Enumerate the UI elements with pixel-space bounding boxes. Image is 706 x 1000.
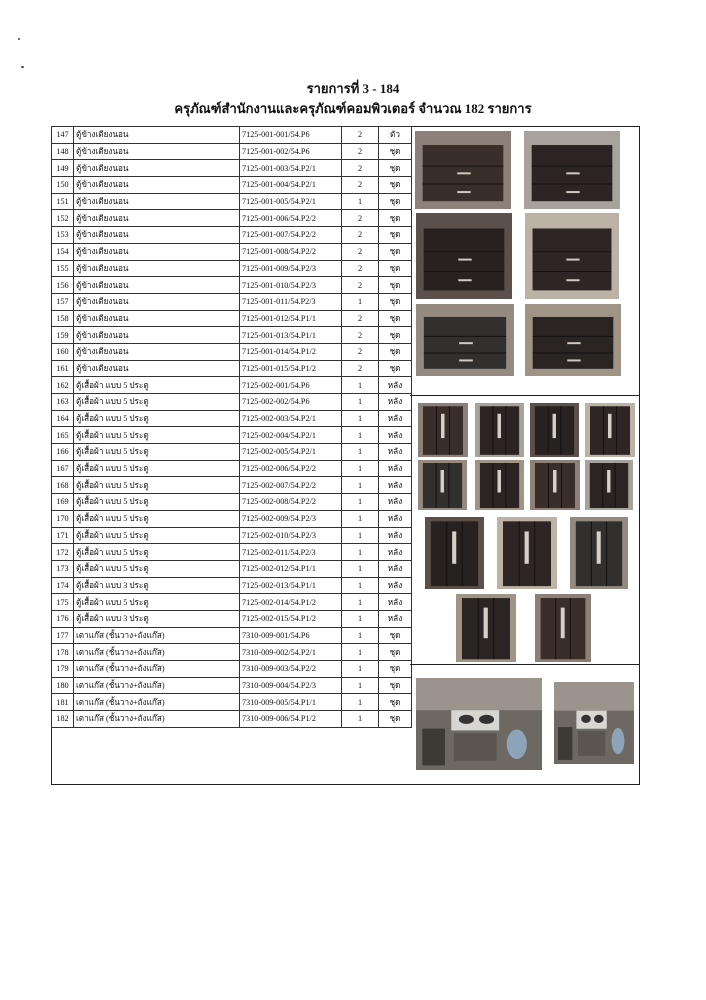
item-code: 7125-002-011/54.P2/3: [240, 544, 342, 561]
table-row: [52, 277, 412, 294]
item-name: ตู้ข้างเตียงนอน: [74, 343, 240, 360]
item-quantity: 2: [342, 210, 379, 227]
item-code: 7125-002-006/54.P2/2: [240, 460, 342, 477]
item-unit: ชุด: [379, 210, 412, 227]
item-code: 7125-001-004/54.P2/1: [240, 177, 342, 194]
item-code: 7125-002-008/54.P2/2: [240, 494, 342, 511]
item-name: ตู้ข้างเตียงนอน: [74, 243, 240, 260]
item-quantity: 1: [342, 460, 379, 477]
table-row: [52, 577, 412, 594]
wardrobe-photo: [497, 517, 557, 589]
table-row: [52, 193, 412, 210]
item-unit: หลัง: [379, 460, 412, 477]
item-code: 7125-001-007/54.P2/2: [240, 227, 342, 244]
item-number: 166: [52, 444, 74, 461]
item-number: 181: [52, 694, 74, 711]
item-code: 7125-001-009/54.P2/3: [240, 260, 342, 277]
item-code: 7125-002-003/54.P2/1: [240, 410, 342, 427]
table-row: [52, 527, 412, 544]
item-number: 168: [52, 477, 74, 494]
item-unit: ชุด: [379, 260, 412, 277]
item-code: 7125-002-005/54.P2/1: [240, 444, 342, 461]
table-row: [52, 293, 412, 310]
item-quantity: 2: [342, 343, 379, 360]
item-name: ตู้ข้างเตียงนอน: [74, 327, 240, 344]
item-unit: ตัว: [379, 127, 412, 144]
item-code: 7125-001-002/54.P6: [240, 143, 342, 160]
wardrobe-photo: [585, 403, 635, 457]
item-quantity: 2: [342, 160, 379, 177]
item-name: ตู้เสื้อผ้า แบบ 5 ประตู: [74, 377, 240, 394]
item-name: เตาแก๊ส (ชั้นวาง+ถังแก๊ส): [74, 644, 240, 661]
item-unit: ชุด: [379, 627, 412, 644]
item-number: 167: [52, 460, 74, 477]
item-unit: หลัง: [379, 494, 412, 511]
wardrobe-photo: [570, 517, 628, 589]
item-quantity: 1: [342, 711, 379, 728]
item-number: 156: [52, 277, 74, 294]
table-row: [52, 560, 412, 577]
item-number: 180: [52, 677, 74, 694]
item-code: 7125-001-012/54.P1/1: [240, 310, 342, 327]
item-name: ตู้ข้างเตียงนอน: [74, 193, 240, 210]
item-quantity: 2: [342, 227, 379, 244]
item-number: 152: [52, 210, 74, 227]
item-number: 174: [52, 577, 74, 594]
table-row: [52, 610, 412, 627]
item-number: 171: [52, 527, 74, 544]
item-quantity: 1: [342, 527, 379, 544]
item-unit: หลัง: [379, 444, 412, 461]
item-code: 7125-002-007/54.P2/2: [240, 477, 342, 494]
item-quantity: 1: [342, 644, 379, 661]
table-row: [52, 377, 412, 394]
item-unit: ชุด: [379, 277, 412, 294]
item-name: ตู้เสื้อผ้า แบบ 5 ประตู: [74, 410, 240, 427]
table-row: [52, 343, 412, 360]
page-title: รายการที่ 3 - 184: [306, 81, 400, 96]
table-row: [52, 310, 412, 327]
photo-group-divider: [410, 664, 640, 665]
item-number: 161: [52, 360, 74, 377]
item-name: ตู้ข้างเตียงนอน: [74, 260, 240, 277]
item-quantity: 1: [342, 594, 379, 611]
item-name: ตู้ข้างเตียงนอน: [74, 210, 240, 227]
item-number: 149: [52, 160, 74, 177]
bedside-cabinet-photo: [416, 213, 512, 299]
table-row: [52, 177, 412, 194]
item-name: ตู้ข้างเตียงนอน: [74, 277, 240, 294]
item-unit: หลัง: [379, 427, 412, 444]
item-unit: ชุด: [379, 193, 412, 210]
item-number: 164: [52, 410, 74, 427]
item-unit: ชุด: [379, 227, 412, 244]
item-unit: ชุด: [379, 644, 412, 661]
item-unit: ชุด: [379, 677, 412, 694]
item-number: 159: [52, 327, 74, 344]
item-unit: หลัง: [379, 544, 412, 561]
item-quantity: 1: [342, 444, 379, 461]
item-quantity: 2: [342, 143, 379, 160]
item-quantity: 1: [342, 193, 379, 210]
item-code: 7125-002-014/54.P1/2: [240, 594, 342, 611]
item-number: 158: [52, 310, 74, 327]
table-row: [52, 477, 412, 494]
wardrobe-photo: [530, 403, 579, 457]
gas-stove-photo: [416, 678, 542, 770]
item-number: 150: [52, 177, 74, 194]
item-code: 7125-001-006/54.P2/2: [240, 210, 342, 227]
item-unit: หลัง: [379, 610, 412, 627]
item-quantity: 1: [342, 410, 379, 427]
bedside-cabinet-photo: [525, 213, 619, 299]
item-name: ตู้เสื้อผ้า แบบ 5 ประตู: [74, 510, 240, 527]
wardrobe-photo: [475, 460, 524, 510]
item-unit: ชุด: [379, 327, 412, 344]
table-row: [52, 227, 412, 244]
table-row: [52, 594, 412, 611]
item-quantity: 1: [342, 544, 379, 561]
bedside-cabinet-photo: [525, 304, 621, 376]
table-row: [52, 661, 412, 678]
scan-speck: [18, 38, 20, 40]
bedside-cabinet-photo: [416, 304, 514, 376]
item-name: ตู้ข้างเตียงนอน: [74, 360, 240, 377]
item-name: ตู้เสื้อผ้า แบบ 3 ประตู: [74, 577, 240, 594]
item-unit: หลัง: [379, 394, 412, 411]
item-code: 7125-002-013/54.P1/1: [240, 577, 342, 594]
table-row: [52, 510, 412, 527]
item-number: 157: [52, 293, 74, 310]
item-unit: ชุด: [379, 243, 412, 260]
item-code: 7310-009-006/54.P1/2: [240, 711, 342, 728]
item-code: 7125-002-009/54.P2/3: [240, 510, 342, 527]
item-code: 7125-001-015/54.P1/2: [240, 360, 342, 377]
item-quantity: 1: [342, 494, 379, 511]
item-name: ตู้เสื้อผ้า แบบ 5 ประตู: [74, 444, 240, 461]
item-name: ตู้ข้างเตียงนอน: [74, 227, 240, 244]
item-name: ตู้ข้างเตียงนอน: [74, 160, 240, 177]
wardrobe-photo: [585, 460, 633, 510]
page-subtitle: ครุภัณฑ์สำนักงานและครุภัณฑ์คอมพิวเตอร์ จำนวณ 182 รายการ: [174, 101, 532, 116]
item-number: 170: [52, 510, 74, 527]
item-code: 7125-002-004/54.P2/1: [240, 427, 342, 444]
item-unit: หลัง: [379, 560, 412, 577]
item-number: 153: [52, 227, 74, 244]
wardrobe-photo: [425, 517, 484, 589]
item-number: 147: [52, 127, 74, 144]
item-name: ตู้เสื้อผ้า แบบ 5 ประตู: [74, 527, 240, 544]
item-name: ตู้เสื้อผ้า แบบ 5 ประตู: [74, 394, 240, 411]
item-name: ตู้เสื้อผ้า แบบ 5 ประตู: [74, 594, 240, 611]
item-code: 7310-009-003/54.P2/2: [240, 661, 342, 678]
item-code: 7125-001-008/54.P2/2: [240, 243, 342, 260]
item-quantity: 1: [342, 477, 379, 494]
item-code: 7310-009-002/54.P2/1: [240, 644, 342, 661]
item-code: 7125-002-001/54.P6: [240, 377, 342, 394]
wardrobe-photo: [456, 594, 516, 662]
item-quantity: 1: [342, 394, 379, 411]
wardrobe-photo: [418, 460, 467, 510]
item-name: ตู้เสื้อผ้า แบบ 5 ประตู: [74, 460, 240, 477]
wardrobe-photo: [475, 403, 524, 457]
item-number: 172: [52, 544, 74, 561]
table-row: [52, 627, 412, 644]
item-unit: หลัง: [379, 577, 412, 594]
bedside-cabinet-photo: [415, 131, 511, 209]
item-quantity: 1: [342, 560, 379, 577]
item-unit: ชุด: [379, 343, 412, 360]
item-quantity: 1: [342, 577, 379, 594]
item-code: 7310-009-001/54.P6: [240, 627, 342, 644]
item-code: 7310-009-005/54.P1/1: [240, 694, 342, 711]
item-unit: ชุด: [379, 310, 412, 327]
item-number: 178: [52, 644, 74, 661]
table-row: [52, 327, 412, 344]
item-code: 7310-009-004/54.P2/3: [240, 677, 342, 694]
item-number: 169: [52, 494, 74, 511]
item-unit: ชุด: [379, 160, 412, 177]
item-code: 7125-001-013/54.P1/1: [240, 327, 342, 344]
item-number: 163: [52, 394, 74, 411]
table-row: [52, 410, 412, 427]
item-name: ตู้ข้างเตียงนอน: [74, 177, 240, 194]
item-code: 7125-001-001/54.P6: [240, 127, 342, 144]
item-name: ตู้เสื้อผ้า แบบ 5 ประตู: [74, 427, 240, 444]
item-number: 176: [52, 610, 74, 627]
item-unit: ชุด: [379, 694, 412, 711]
item-number: 182: [52, 711, 74, 728]
item-number: 160: [52, 343, 74, 360]
item-number: 173: [52, 560, 74, 577]
item-number: 179: [52, 661, 74, 678]
item-quantity: 2: [342, 277, 379, 294]
item-name: เตาแก๊ส (ชั้นวาง+ถังแก๊ส): [74, 694, 240, 711]
wardrobe-photo: [418, 403, 468, 457]
photo-group-divider: [410, 395, 640, 396]
item-quantity: 2: [342, 177, 379, 194]
item-code: 7125-002-015/54.P1/2: [240, 610, 342, 627]
item-quantity: 1: [342, 627, 379, 644]
item-unit: ชุด: [379, 143, 412, 160]
table-row: [52, 544, 412, 561]
table-row: [52, 460, 412, 477]
item-quantity: 2: [342, 243, 379, 260]
table-row: [52, 127, 412, 144]
item-quantity: 2: [342, 360, 379, 377]
table-row: [52, 427, 412, 444]
item-name: เตาแก๊ส (ชั้นวาง+ถังแก๊ส): [74, 627, 240, 644]
item-quantity: 1: [342, 661, 379, 678]
table-row: [52, 644, 412, 661]
item-name: เตาแก๊ส (ชั้นวาง+ถังแก๊ส): [74, 677, 240, 694]
item-quantity: 1: [342, 694, 379, 711]
item-name: ตู้เสื้อผ้า แบบ 3 ประตู: [74, 610, 240, 627]
item-unit: หลัง: [379, 410, 412, 427]
item-quantity: 1: [342, 293, 379, 310]
item-number: 177: [52, 627, 74, 644]
item-code: 7125-001-005/54.P2/1: [240, 193, 342, 210]
item-unit: หลัง: [379, 477, 412, 494]
item-number: 148: [52, 143, 74, 160]
item-unit: ชุด: [379, 293, 412, 310]
item-name: ตู้เสื้อผ้า แบบ 5 ประตู: [74, 477, 240, 494]
item-quantity: 2: [342, 127, 379, 144]
item-unit: ชุด: [379, 177, 412, 194]
table-row: [52, 444, 412, 461]
item-quantity: 2: [342, 310, 379, 327]
table-row: [52, 360, 412, 377]
item-number: 151: [52, 193, 74, 210]
item-name: ตู้เสื้อผ้า แบบ 5 ประตู: [74, 560, 240, 577]
item-quantity: 1: [342, 610, 379, 627]
wardrobe-photo: [535, 594, 591, 662]
item-quantity: 2: [342, 327, 379, 344]
item-name: ตู้ข้างเตียงนอน: [74, 293, 240, 310]
table-row: [52, 711, 412, 728]
item-code: 7125-002-010/54.P2/3: [240, 527, 342, 544]
item-name: ตู้เสื้อผ้า แบบ 5 ประตู: [74, 544, 240, 561]
bedside-cabinet-photo: [524, 131, 620, 209]
gas-stove-photo: [554, 682, 634, 764]
item-unit: ชุด: [379, 661, 412, 678]
item-quantity: 1: [342, 510, 379, 527]
table-row: [52, 143, 412, 160]
wardrobe-photo: [530, 460, 580, 510]
item-unit: ชุด: [379, 360, 412, 377]
table-row: [52, 243, 412, 260]
table-row: [52, 210, 412, 227]
item-unit: หลัง: [379, 594, 412, 611]
item-number: 165: [52, 427, 74, 444]
item-name: เตาแก๊ส (ชั้นวาง+ถังแก๊ส): [74, 661, 240, 678]
item-number: 175: [52, 594, 74, 611]
item-quantity: 1: [342, 377, 379, 394]
table-row: [52, 494, 412, 511]
table-row: [52, 160, 412, 177]
item-code: 7125-001-010/54.P2/3: [240, 277, 342, 294]
item-unit: หลัง: [379, 527, 412, 544]
table-row: [52, 394, 412, 411]
item-unit: หลัง: [379, 377, 412, 394]
item-number: 155: [52, 260, 74, 277]
item-code: 7125-001-014/54.P1/2: [240, 343, 342, 360]
item-name: ตู้ข้างเตียงนอน: [74, 127, 240, 144]
item-name: เตาแก๊ส (ชั้นวาง+ถังแก๊ส): [74, 711, 240, 728]
item-quantity: 2: [342, 260, 379, 277]
item-name: ตู้ข้างเตียงนอน: [74, 143, 240, 160]
asset-table: [51, 126, 412, 728]
item-code: 7125-002-012/54.P1/1: [240, 560, 342, 577]
item-number: 154: [52, 243, 74, 260]
item-number: 162: [52, 377, 74, 394]
item-name: ตู้เสื้อผ้า แบบ 5 ประตู: [74, 494, 240, 511]
item-quantity: 1: [342, 427, 379, 444]
table-row: [52, 677, 412, 694]
item-code: 7125-002-002/54.P6: [240, 394, 342, 411]
item-name: ตู้ข้างเตียงนอน: [74, 310, 240, 327]
table-row: [52, 694, 412, 711]
item-code: 7125-001-011/54.P2/3: [240, 293, 342, 310]
item-quantity: 1: [342, 677, 379, 694]
item-code: 7125-001-003/54.P2/1: [240, 160, 342, 177]
item-unit: หลัง: [379, 510, 412, 527]
item-unit: ชุด: [379, 711, 412, 728]
scan-speck: [21, 66, 24, 68]
table-row: [52, 260, 412, 277]
